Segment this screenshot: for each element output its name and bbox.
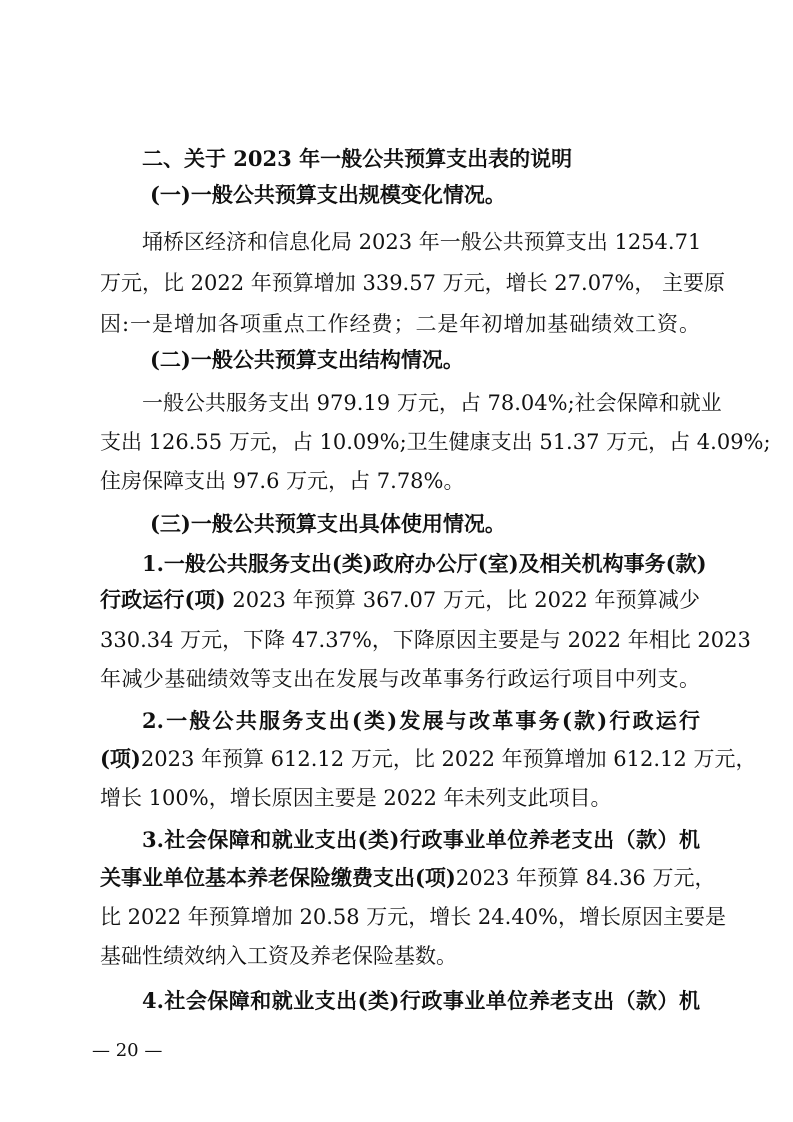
paragraph-line: 增长 100%，增长原因主要是 2022 年未列支此项目。 bbox=[100, 786, 612, 810]
paragraph-line bbox=[100, 585, 700, 615]
item-title: 4.社会保障和就业支出(类)行政事业单位养老支出（款）机 bbox=[142, 988, 700, 1013]
paragraph-line: 住房保障支出 97.6 万元，占 7.78%。 bbox=[100, 469, 465, 493]
paragraph-line: 330.34 万元，下降 47.37%，下降原因主要是与 2022 年相比 2023 bbox=[100, 628, 751, 652]
item-title: 3.社会保障和就业支出(类)行政事业单位养老支出（款）机 bbox=[142, 827, 700, 852]
item-text: 2023 年预算 612.12 万元，比 2022 年预算增加 612.12 万元， bbox=[140, 747, 757, 771]
item-title: 1.一般公共服务支出(类)政府办公厅(室)及相关机构事务(款) bbox=[142, 551, 707, 576]
paragraph-line: 万元，比 2022 年预算增加 339.57 万元，增长 27.07%， 主要原 bbox=[100, 271, 726, 295]
item-text: 2023 年预算 84.36 万元， bbox=[455, 866, 716, 890]
section-heading: 二、关于 2023 年一般公共预算支出表的说明 bbox=[142, 146, 573, 171]
item-title: 2.一般公共服务支出(类)发展与改革事务(款)行政运行 bbox=[142, 708, 700, 733]
paragraph-line: 因:一是增加各项重点工作经费；二是年初增加基础绩效工资。 bbox=[100, 312, 700, 336]
item-title-cont: 行政运行(项) bbox=[100, 587, 226, 612]
subsection-title-2: (二)一般公共预算支出结构情况。 bbox=[150, 347, 464, 372]
item-title-cont: (项) bbox=[100, 746, 141, 771]
item-text: 2023 年预算 367.07 万元，比 2022 年预算减少 bbox=[225, 588, 700, 612]
paragraph-line: 基础性绩效纳入工资及养老保险基数。 bbox=[100, 944, 457, 968]
paragraph-line: 支出 126.55 万元，占 10.09%;卫生健康支出 51.37 万元，占 4.09%; bbox=[100, 430, 771, 454]
paragraph-line: 埇桥区经济和信息化局 2023 年一般公共预算支出 1254.71 bbox=[142, 230, 702, 254]
paragraph-line bbox=[100, 863, 716, 893]
subsection-title-1: (一)一般公共预算支出规模变化情况。 bbox=[150, 182, 506, 207]
paragraph-line: 年减少基础绩效等支出在发展与改革事务行政运行项目中列支。 bbox=[100, 667, 700, 691]
paragraph-line: 一般公共服务支出 979.19 万元，占 78.04%;社会保障和就业 bbox=[142, 391, 722, 415]
paragraph-line: 比 2022 年预算增加 20.58 万元，增长 24.40%，增长原因主要是 bbox=[100, 905, 727, 929]
paragraph-line bbox=[100, 744, 757, 774]
page-number: — 20 — bbox=[92, 1040, 163, 1061]
item-title-cont: 关事业单位基本养老保险缴费支出(项) bbox=[100, 865, 456, 890]
subsection-title-3: (三)一般公共预算支出具体使用情况。 bbox=[150, 511, 506, 536]
